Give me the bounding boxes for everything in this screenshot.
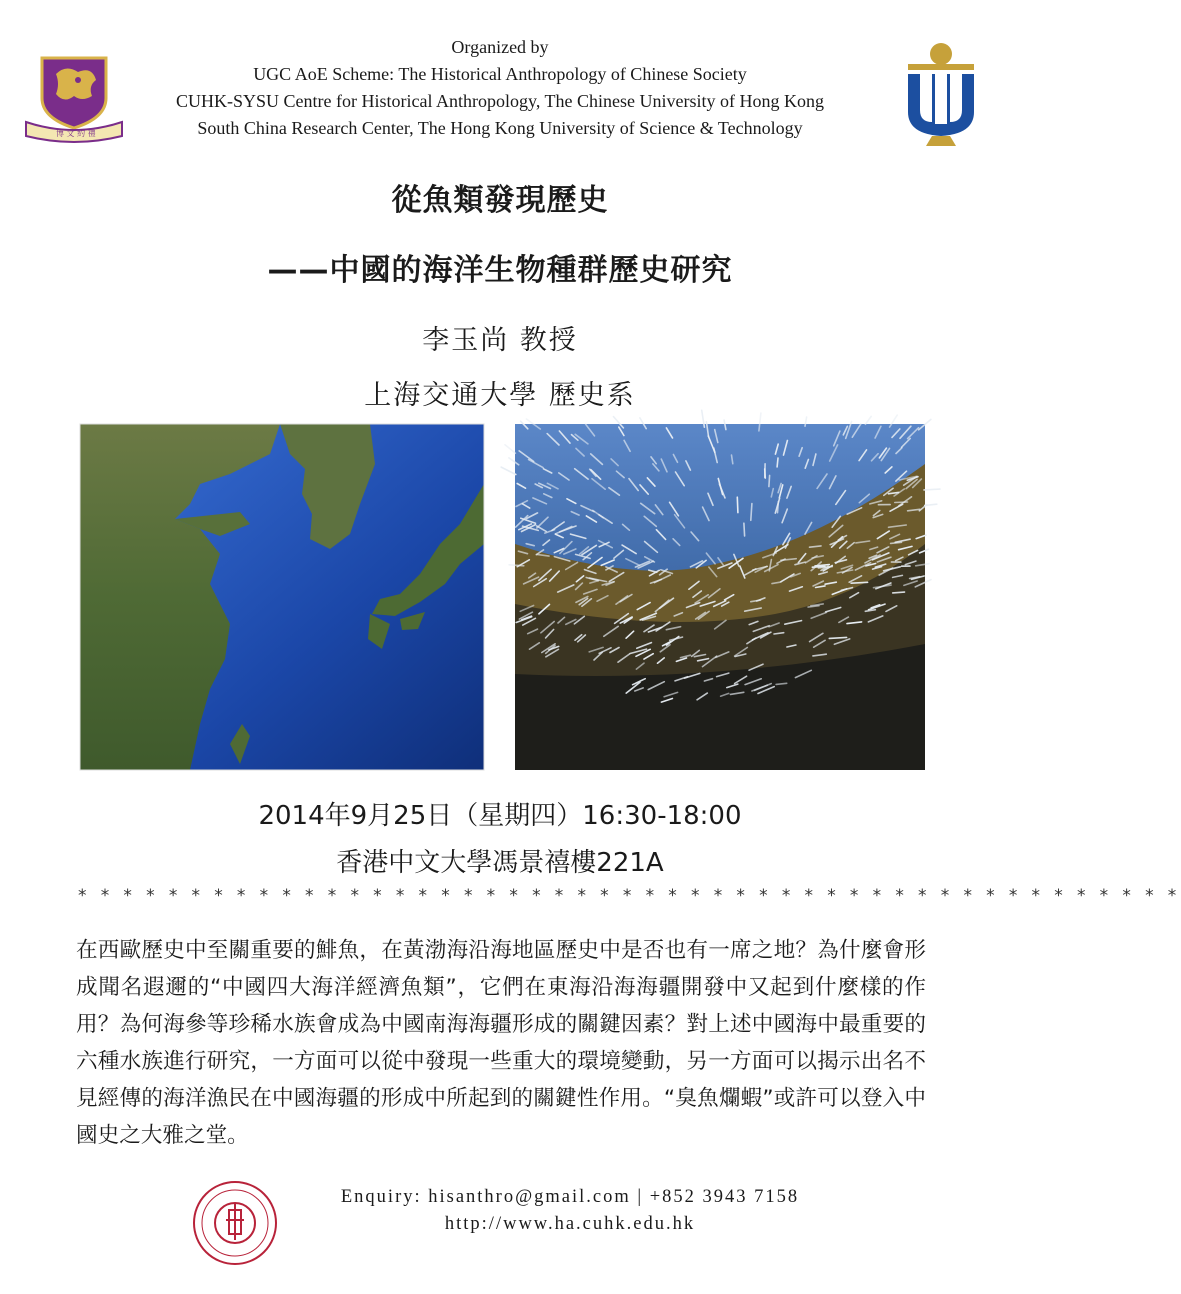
organizer-line: CUHK-SYSU Centre for Historical Anthropology, The Chinese University of Hong Kong xyxy=(176,91,824,111)
event-datetime: 2014年9月25日（星期四）16:30-18:00 xyxy=(258,801,742,831)
fish-streak xyxy=(765,469,766,478)
organizer-heading: Organized by xyxy=(451,37,549,57)
fish-streak xyxy=(777,458,778,467)
school-of-fish-image xyxy=(515,424,925,770)
fish-streak xyxy=(751,504,752,521)
fish-streak xyxy=(737,497,738,512)
organizer-line: South China Research Center, The Hong Kong University of Science & Technology xyxy=(197,118,803,138)
fish-streak xyxy=(505,445,515,454)
fish-streak xyxy=(893,592,905,593)
fish-streak xyxy=(829,637,846,638)
talk-title: 從魚類發現歷史 xyxy=(391,183,609,218)
fish-streak xyxy=(851,582,868,583)
fish-streak xyxy=(895,502,908,503)
fish-streak xyxy=(769,475,770,486)
fish-streak xyxy=(501,467,516,474)
talk-subtitle: ——中國的海洋生物種群歷史研究 xyxy=(267,253,733,288)
satellite-map-image xyxy=(80,424,484,770)
website-link[interactable]: http://www.ha.cuhk.edu.hk xyxy=(444,1214,696,1234)
event-venue: 香港中文大學馮景禧樓221A xyxy=(336,848,664,878)
asterisk-separator: * * * * * * * * * * * * * * * * * * * * * * * * * * * * * * * * * * * * * * * * * * * * * * * * * xyxy=(78,886,1181,906)
fish-streak xyxy=(776,683,787,684)
enquiry-text[interactable]: Enquiry: hisanthro@gmail.com | +852 3943 7158 xyxy=(340,1187,800,1207)
svg-text:博 文 約 禮: 博 文 約 禮 xyxy=(56,129,96,138)
abstract-paragraph: 在西歐歷史中至關重要的鯡魚，在黃渤海沿海地區歷史中是否也有一席之地？為什麼會形成聞名遐邇的“中國四大海洋經濟魚類”，它們在東海沿海海疆開發中又起到什麼樣的作用？為何海參等珍稀水族會成為中國南海海疆形成的關鍵因素？對上述中國海中最重要的六種水族進行研究，一方面可以從中發現一些重大的環境變動，另一方面可以揭示出名不見經傳的海洋漁民在中國海疆的形成中所起到的關鍵性作用。“臭魚爛蝦”或許可以登入中國史之大雅之堂。 xyxy=(76,938,926,1148)
historical-anthropology-seal-icon xyxy=(192,1180,278,1266)
fish-streak xyxy=(924,489,940,490)
contact-block xyxy=(300,1184,840,1238)
fish-streak xyxy=(865,416,871,424)
organizer-block xyxy=(0,34,1000,142)
fish-streak xyxy=(744,523,745,536)
speaker-name: 李玉尚 教授 xyxy=(422,325,578,356)
speaker-affiliation: 上海交通大學 歷史系 xyxy=(364,380,636,411)
organizer-line: UGC AoE Scheme: The Historical Anthropology of Chinese Society xyxy=(253,64,747,84)
